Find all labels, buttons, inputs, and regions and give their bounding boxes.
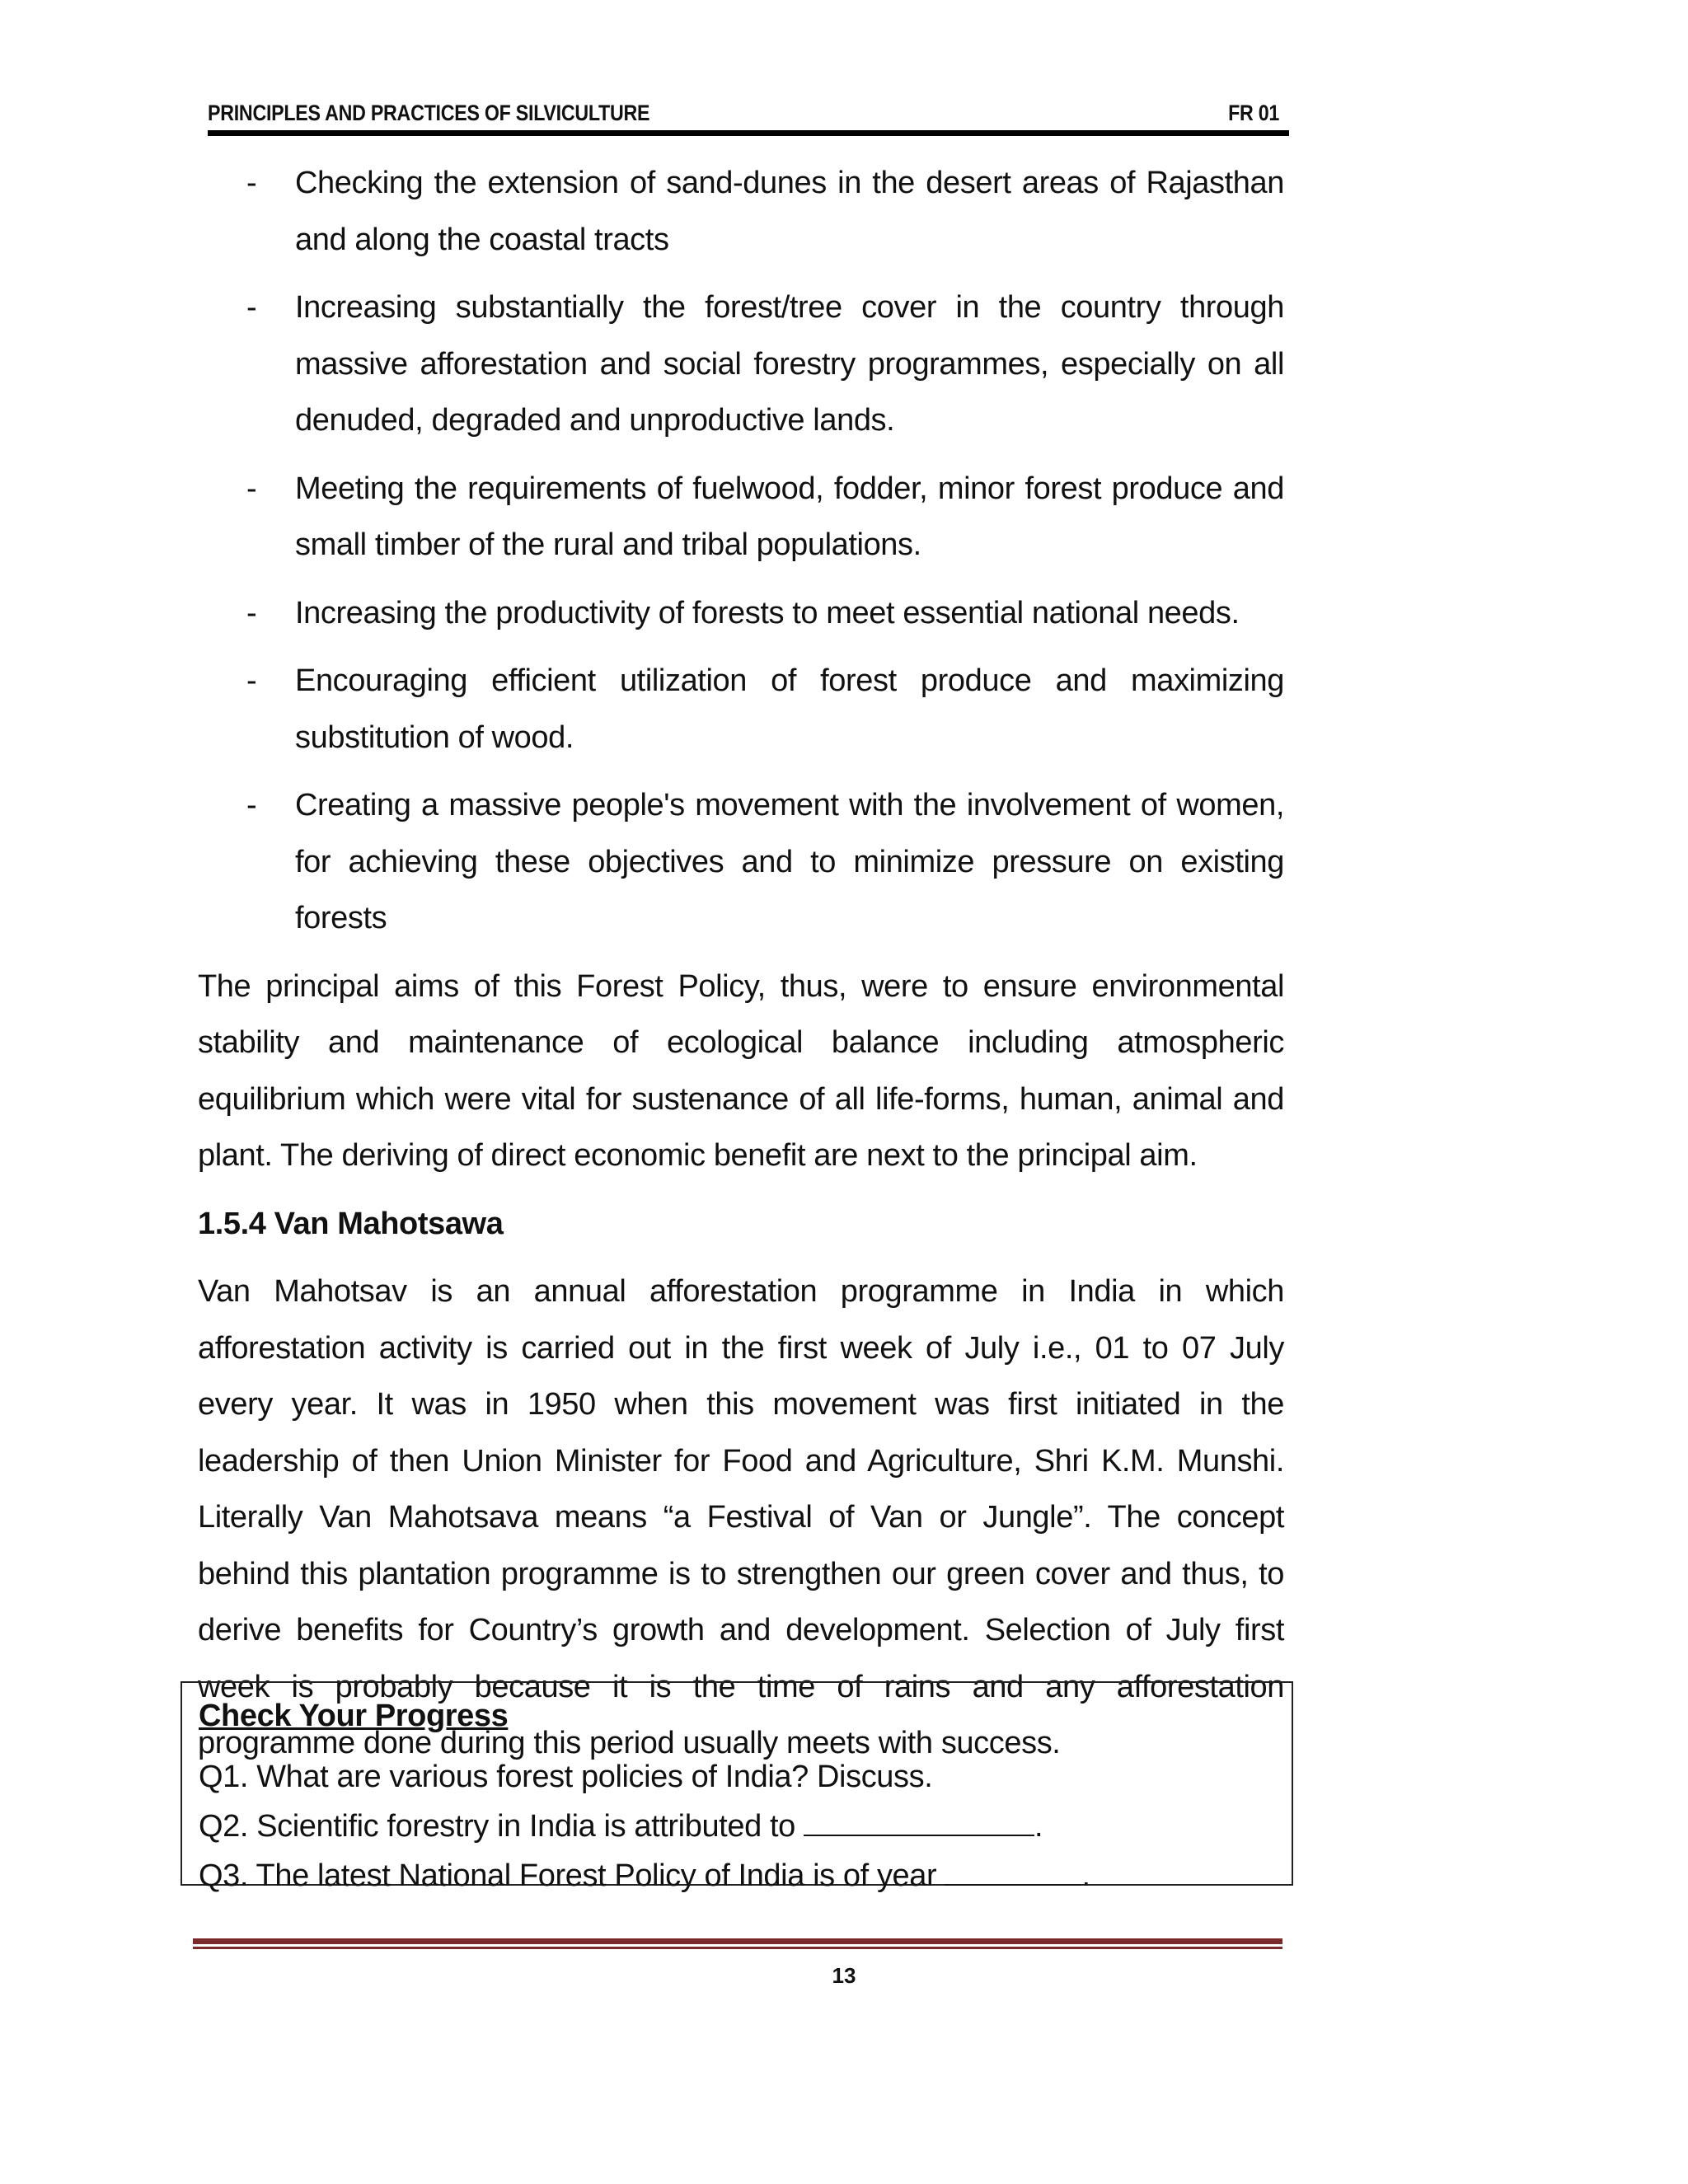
bullet-dash: - [246, 290, 257, 325]
van-mahotsav-paragraph: Van Mahotsav is an annual afforestation programme in India in which afforestation activity is carried out in the first week of July i.e., 01 to 07 July every year. It was in 1950 when this movement was first initiated in the leadership of then Union Minister for Food and Agriculture, Shri K.M. Munshi. Literally Van Mahotsava means “a Festival of Van or Jungle”. The concept behind this plantation programme is to strengthen our green cover and thus, to derive benefits for Country’s growth and development. Selection of July first week is probably because it is the time of rains and any afforestation programme done during this period usually meets with success. [198, 1274, 1284, 1760]
course-code: FR 01 [1228, 101, 1279, 125]
question-text: Q1. What are various forest policies of India? Discuss. [199, 1760, 933, 1794]
bullet-dash: - [246, 788, 257, 823]
footer-rule [193, 1938, 1282, 1949]
bullet-dash: - [246, 471, 257, 506]
bullet-dash: - [246, 166, 257, 200]
answer-blank [945, 1856, 1081, 1886]
page-content [198, 155, 1284, 1783]
objectives-list [198, 155, 1284, 947]
list-item-text: Creating a massive people's movement with the involvement of women, for achieving these objectives and to minimize pressure on existing forests [295, 788, 1284, 935]
check-your-progress-box [181, 1681, 1293, 1893]
list-item-text: Encouraging efficient utilization of forest produce and maximizing substitution of wood. [295, 663, 1284, 755]
list-item [198, 777, 1284, 947]
bullet-dash: - [246, 663, 257, 698]
question-text: Q3. The latest National Forest Policy of India is of year [199, 1858, 937, 1893]
page-header [208, 97, 1289, 136]
list-item [198, 585, 1284, 642]
question-end: . [1081, 1858, 1090, 1893]
question-2 [199, 1802, 1275, 1851]
question-1 [199, 1752, 1275, 1802]
list-item [198, 461, 1284, 574]
question-text: Q2. Scientific forestry in India is attributed to [199, 1809, 795, 1844]
list-item [198, 155, 1284, 268]
answer-blank [804, 1807, 1034, 1836]
list-item [198, 279, 1284, 449]
list-item-text: Increasing the productivity of forests to meet essential national needs. [295, 595, 1240, 630]
progress-title: Check Your Progress [199, 1699, 509, 1733]
page-number: 13 [832, 1963, 856, 1988]
list-item-text: Meeting the requirements of fuelwood, fodder, minor forest produce and small timber of the rural and tribal populations. [295, 471, 1284, 562]
question-end: . [1034, 1809, 1043, 1844]
list-item-text: Increasing substantially the forest/tree cover in the country through massive afforestation and social forestry programmes, especially on all denuded, degraded and unproductive lands. [295, 290, 1284, 438]
book-title: PRINCIPLES AND PRACTICES OF SILVICULTURE [208, 101, 650, 125]
bullet-dash: - [246, 595, 257, 630]
list-item [198, 653, 1284, 766]
list-item-text: Checking the extension of sand-dunes in the desert areas of Rajasthan and along the coastal tracts [295, 166, 1284, 257]
question-3 [199, 1851, 1275, 1900]
section-heading: 1.5.4 Van Mahotsawa [198, 1206, 504, 1241]
policy-aims-paragraph: The principal aims of this Forest Policy, thus, were to ensure environmental stability and maintenance of ecological balance including atmospheric equilibrium which were vital for sustenance of all life-forms, human, animal and plant. The deriving of direct economic benefit are next to the principal aim. [198, 968, 1284, 1173]
